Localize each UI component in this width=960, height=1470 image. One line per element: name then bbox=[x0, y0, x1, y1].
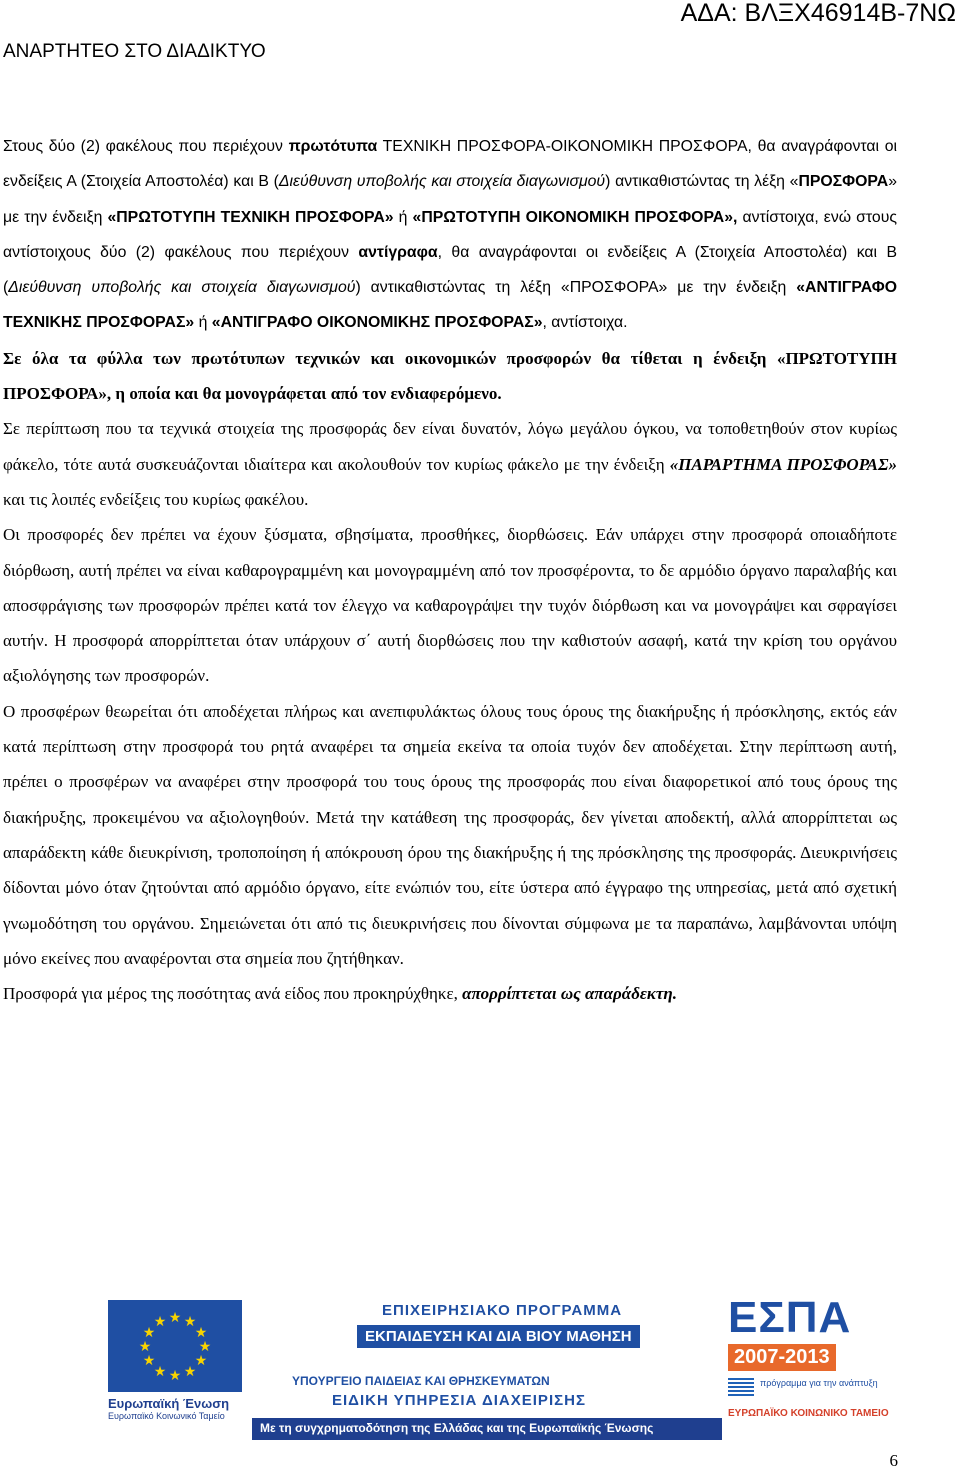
text-run-italic: Διεύθυνση υποβολής και στοιχεία διαγωνισμού bbox=[8, 279, 356, 297]
paragraph-original-mark bbox=[3, 341, 897, 412]
text-run: και τις λοιπές ενδείξεις του κυρίως φακέλου. bbox=[3, 489, 309, 509]
eu-stars-icon bbox=[108, 1300, 242, 1392]
text-run: Προσφορά για μέρος της ποσότητας ανά είδος που προκηρύχθηκε, bbox=[3, 984, 463, 1004]
programme-line-4: ΕΙΔΙΚΗ ΥΠΗΡΕΣΙΑ ΔΙΑΧΕΙΡΙΣΗΣ bbox=[332, 1392, 586, 1409]
svg-text:★: ★ bbox=[142, 1353, 156, 1369]
eu-name: Ευρωπαϊκή Ένωση bbox=[108, 1396, 230, 1411]
espa-fund-name: ΕΥΡΩΠΑΪΚΟ ΚΟΙΝΩΝΙΚΟ ΤΑΜΕΙΟ bbox=[728, 1408, 889, 1419]
text-run-bold-italic: απορρίπτεται ως απαράδεκτη. bbox=[462, 984, 678, 1004]
text-run: ) αντικαθιστώντας τη λέξη «ΠΡΟΣΦΟΡΑ» με την ένδειξη bbox=[355, 279, 797, 297]
paragraph-acceptance-terms: Ο προσφέρων θεωρείται ότι αποδέχεται πλήρως και ανεπιφυλάκτως όλους τους όρους της διακήρυξης ή πρόσκλησης, εκτός εάν κατά περίπτωση στην προσφορά του ρητά αναφέρει τα σημεία εκείνα τα οποία τυχόν δεν αποδέχεται. Στην περίπτωση αυτή, πρέπει ο προσφέρων να αναφέρει στην προσφορά του τους όρους της προσφοράς που είναι διαφορετικοί από τους όρους της διακήρυξης, προκειμένου να αξιολογηθούν. Μετά την κατάθεση της προσφοράς, δεν γίνεται αποδεκτή, αλλά απορρίπτεται ως απαράδεκτη κάθε διευκρίνιση, τροποποίηση ή απόκρουση όρου της διακήρυξης ή της πρόσκλησης της προσφοράς. Διευκρινήσεις δίδονται μόνο όταν ζητούνται από αρμόδιο όργανο, είτε ενώπιόν του, είτε ύστερα από έγγραφο της υπηρεσίας, μετά από σχετική γνωμοδότηση του οργάνου. Σημειώνεται ότι από τις διευκρινήσεις που δίνονται σύμφωνα με τα παραπάνω, λαμβάνονται υπόψη μόνο εκείνες που αναφέρονται στα σημεία που ζητήθηκαν. bbox=[3, 701, 897, 968]
eu-flag-icon bbox=[108, 1300, 242, 1392]
text-run: , θα αναγράφονται οι ενδείξεις Α (Στοιχεία Αποστολέα) και Β ( bbox=[3, 243, 897, 297]
text-run-bold: πρωτότυπα bbox=[288, 138, 378, 155]
text-run: Στους δύο (2) φακέλους που περιέχουν bbox=[3, 138, 289, 155]
programme-logo bbox=[252, 1292, 722, 1442]
text-run-bold: Σε όλα τα φύλλα των πρωτότυπων τεχνικών και οικονομικών προσφορών θα τίθεται η ένδειξη «ΠΡΩΤΟΤΥΠΗ ΠΡΟΣΦΟΡΑ», η οποία και θα μονογράφεται από τον ενδιαφερόμενο. bbox=[3, 348, 897, 404]
espa-name: ΕΣΠΑ bbox=[728, 1293, 852, 1342]
funding-logos bbox=[0, 1292, 960, 1442]
paragraph-partial-offer bbox=[3, 976, 897, 1011]
svg-text:★: ★ bbox=[153, 1314, 167, 1330]
text-run: , αντίστοιχα. bbox=[542, 314, 628, 332]
eu-logo bbox=[108, 1300, 244, 1428]
svg-text:★: ★ bbox=[153, 1364, 167, 1380]
svg-text:★: ★ bbox=[198, 1339, 212, 1355]
svg-text:★: ★ bbox=[142, 1325, 156, 1341]
svg-text:★: ★ bbox=[183, 1314, 197, 1330]
text-run-bold: «ΑΝΤΙΓΡΑΦΟ ΟΙΚΟΝΟΜΙΚΗΣ ΠΡΟΣΦΟΡΑΣ» bbox=[211, 314, 543, 332]
text-run: αντίστοιχα, ενώ στους αντίστοιχους δύο (2) φακέλους που περιέχουν bbox=[3, 208, 897, 261]
text-run-bold: ΠΡΟΣΦΟΡΑ bbox=[798, 173, 889, 191]
svg-text:★: ★ bbox=[194, 1353, 208, 1369]
cofunding-text: Με τη συγχρηματοδότηση της Ελλάδας και της Ευρωπαϊκής Ένωσης bbox=[260, 1421, 654, 1435]
text-run: Σε περίπτωση που τα τεχνικά στοιχεία της προσφοράς δεν είναι δυνατόν, λόγω μεγάλου όγκου, να τοποθετηθούν στον κυρίως φάκελο, τότε αυτά συσκευάζονται ιδιαίτερα και ακολουθούν τον κυρίως φάκελο με την ένδειξη bbox=[3, 419, 897, 474]
page-number: 6 bbox=[889, 1451, 898, 1470]
text-run: ΤΕΧΝΙΚΗ ΠΡΟΣΦΟΡΑ-ΟΙΚΟΝΟΜΙΚΗ ΠΡΟΣΦΟΡΑ, θα αναγράφονται οι ενδείξεις Α (Στοιχεία Αποστολέα) και Β ( bbox=[3, 138, 897, 191]
espa-logo bbox=[728, 1293, 889, 1436]
text-run: » με την ένδειξη bbox=[3, 173, 897, 226]
programme-line-3: ΥΠΟΥΡΓΕΙΟ ΠΑΙΔΕΙΑΣ ΚΑΙ ΘΡΗΣΚΕΥΜΑΤΩΝ bbox=[292, 1374, 550, 1388]
text-run-bold: αντίγραφα bbox=[358, 243, 438, 261]
document-body bbox=[3, 129, 897, 1011]
paragraph-corrections: Οι προσφορές δεν πρέπει να έχουν ξύσματα, σβησίματα, προσθήκες, διορθώσεις. Εάν υπάρχει στην προσφορά οποιαδήποτε διόρθωση, αυτή πρέπει να είναι καθαρογραμμένη και μονογραμμένη από τον προσφέροντα, το δε αρμόδιο όργανο παραλαβής και αποσφράγισης των προσφορών πρέπει κατά τον έλεγχο να καθαρογράψει την τυχόν διόρθωση και να μονογράψει και σφραγίσει αυτήν. Η προσφορά απορρίπτεται όταν υπάρχουν σ΄ αυτή διορθώσεις που την καθιστούν ασαφή, κατά την κρίση του οργάνου αξιολόγησης των προσφορών. bbox=[3, 525, 897, 686]
text-run: ή bbox=[393, 208, 413, 226]
svg-text:★: ★ bbox=[183, 1364, 197, 1380]
paragraph-envelope-labels bbox=[3, 129, 897, 341]
text-run-bold: «ΑΝΤΙΓΡΑΦΟ ΤΕΧΝΙΚΗΣ ΠΡΟΣΦΟΡΑΣ» bbox=[3, 279, 897, 332]
espa-tagline: πρόγραμμα για την ανάπτυξη bbox=[760, 1378, 878, 1388]
eu-fund-name: Ευρωπαϊκό Κοινωνικό Ταμείο bbox=[108, 1411, 225, 1421]
svg-text:★: ★ bbox=[138, 1339, 152, 1355]
posted-online-note: ΑΝΑΡΤΗΤΕΟ ΣΤΟ ΔΙΑΔΙΚΤΥΟ bbox=[3, 41, 266, 62]
ada-code: ΑΔΑ: ΒΛΞΧ46914Β-7ΝΩ bbox=[680, 0, 956, 27]
text-run-italic: Διεύθυνση υποβολής και στοιχεία διαγωνισμού bbox=[278, 173, 606, 191]
greek-flag-icon bbox=[728, 1378, 754, 1396]
programme-line-1: ΕΠΙΧΕΙΡΗΣΙΑΚΟ ΠΡΟΓΡΑΜΜΑ bbox=[382, 1302, 623, 1319]
svg-text:★: ★ bbox=[194, 1325, 208, 1341]
text-run-bold-italic: «ΠΑΡΑΡΤΗΜΑ ΠΡΟΣΦΟΡΑΣ» bbox=[669, 454, 897, 474]
programme-line-2: ΕΚΠΑΙΔΕΥΣΗ ΚΑΙ ΔΙΑ ΒΙΟΥ ΜΑΘΗΣΗ bbox=[357, 1325, 640, 1348]
espa-years: 2007-2013 bbox=[728, 1344, 836, 1371]
svg-text:★: ★ bbox=[168, 1310, 182, 1326]
text-run: ) αντικαθιστώντας τη λέξη « bbox=[605, 173, 799, 191]
svg-text:★: ★ bbox=[168, 1368, 182, 1384]
text-run-bold: «ΠΡΩΤΟΤΥΠΗ ΤΕΧΝΙΚΗ ΠΡΟΣΦΟΡΑ» bbox=[107, 208, 394, 226]
text-run: ή bbox=[194, 314, 212, 332]
text-run-bold: «ΠΡΩΤΟΤΥΠΗ ΟΙΚΟΝΟΜΙΚΗ ΠΡΟΣΦΟΡΑ», bbox=[412, 208, 738, 226]
paragraph-offer-annex bbox=[3, 411, 897, 517]
